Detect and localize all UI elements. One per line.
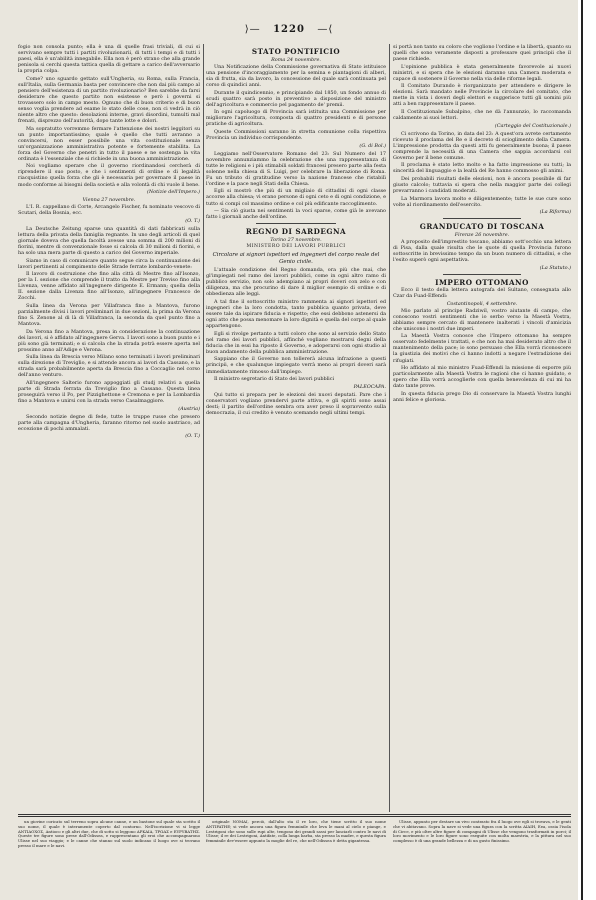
dateline: Torino 27 novembre. xyxy=(270,237,322,244)
paragraph: Secondo notizie degne di fede, tutte le truppe russe che presero parte alla campagna d'Ungheria, faranno ritorno nel suolo austriaco, ad eccezione di pochi ammalati. xyxy=(18,413,200,432)
section-title: REGNO DI SARDEGNA xyxy=(245,227,347,237)
paragraph: Il Costituzionale Subalpino, che ne dà l'annunzio, lo raccomanda caldamente ai suoi lettori. xyxy=(393,108,571,122)
paragraph: La Maestà Vostra conosce che l'Impero ottomano ha sempre osservato fedelmente i trattati, e che non ha mai desiderato altro che il mantenimento della pace; io sono persuaso che Ella vorrà riconoscere la giustizia dei motivi che ci hanno indotti a negare l'estradizione dei rifugiati. xyxy=(393,333,571,364)
footer-paragraph: un giovine coricato sul terreno sopra alcune canne, e un bastone sul quale sta scritto il suo nome, il quale è interamente coperto dal contorno. Nell'iscrizione vi si legge ΑΝΤΙΑΟΧΟΣ, Antioco e gli altri due, che di sotto si leggono ΑΡΚΑΙΑ, ΤΡΩΑΣ e ΕΥΡΥΒΑΤΗΣ. Queste tre figure sono prese dall'Odissea, e rappresentano gli eroi che accompagnarono Ulisse nel suo viaggio; e le canne che stanno sul suolo indicano il luogo ove si trovano presso il mare e le navi. xyxy=(18,820,200,848)
paragraph: Ho affidato al mio ministro Fuad-Effendi la missione di esporre più particolarmente alla Maestà Vostra le ragioni che ci hanno guidato, e spero che Ella vorrà accoglierle con quella benevolenza di cui mi ha dato tante prove. xyxy=(393,365,571,390)
column-divider xyxy=(389,44,390,812)
paragraph: Egli si mostrò che più di un migliaio di cittadini di ogni classe accorse alla chiesa; vi erano persone di ogni ceto e di ogni condizione, e tutto si compì col massimo ordine e col più edificante raccoglimento. xyxy=(206,188,386,207)
dateline: Firenze 26 novembre. xyxy=(454,232,510,239)
section-title: IMPERO OTTOMANO xyxy=(435,278,529,287)
paragraph: — Sia ciò giusta nei sentimenti la voci sparse, come già le avevano fatto i giornali anche dell'ordine. xyxy=(206,208,386,221)
source-signature: PALEOCAPA. xyxy=(353,383,386,390)
section-title: STATO PONTIFICIO xyxy=(251,47,341,56)
paragraph: Queste Commissioni saranno in stretta comunione colla rispettiva Provincia un individuo corrispondente. xyxy=(206,129,386,142)
paragraph: L'opinione pubblica è stata generalmente favorevole ai nuovi ministri, e si spera che le elezioni daranno una Camera moderata e capace di sostenere il Governo nella via delle riforme legali. xyxy=(393,63,571,82)
section-rule xyxy=(443,274,521,275)
paragraph: A proposito dell'imprestito toscano, abbiamo sott'occhio una lettera di Pisa, dalla quale risulta che le quote di quella Provincia furono sottoscritte in brevissimo tempo da un buon numero di cittadini, e che l'esito superò ogni aspettativa. xyxy=(393,239,571,264)
column-divider xyxy=(203,44,204,812)
paragraph: Il proclama è stato letto molto e ha fatto impressione su tutti; la sincerità del linguaggio e la lealtà del Re hanno commosso gli animi. xyxy=(393,162,571,175)
paragraph: Ecco il testo della lettera autografa del Sultano, consegnata allo Czar da Fuad-Effendi: xyxy=(393,287,571,300)
edge-line xyxy=(581,0,583,900)
paragraph: In questa fiducia prego Dio di conservare la Maestà Vostra lunghi anni felice e gloriosa. xyxy=(393,390,571,403)
paragraph: Il Comitato Durando è riorganizzato per attendere e dirigere le elezioni. Sarà mandato nelle Provincie la circolare del comitato, che mette in vista i doveri degli elettori e suggerisce tutti gli uomini più atti a ben rappresentare il paese. xyxy=(393,83,571,108)
section-title: GRANDUCATO DI TOSCANA xyxy=(419,222,545,232)
page-edge xyxy=(578,0,596,900)
paragraph: Sulla linea da Brescia verso Milano sono terminati i lavori preliminari sulla direzione di Treviglio, e si attende ancora ai lavori da Cassano, e la strada sarà probabilmente aperta da Brescia fino a Coccaglio nel corso dell'anno venturo. xyxy=(18,354,200,379)
paragraph: Sulla linea da Verona per Villafranca fino a Mantova, furono parzialmente divisi i lavori preliminari in due sezioni, la prima da Verona fino S. Zenone al di là di Villafranca, la seconda da quel punto fino a Mantova. xyxy=(18,302,200,328)
paragraph: Il lavoro di costruzione che fino alla città di Mestre fino all'Isonzo, per la I. sezione che comprende il tratto da Mestre per Treviso fino alla Livenza, venne affidato all'ingegnere dirigente E. Ermann; quella della II. sezione dalla Livenza fino all'Isonzo, all'ingegnere Francesco de Zocchi. xyxy=(18,271,200,302)
source-signature: (Carteggio del Costituzionale.) xyxy=(494,122,571,129)
paragraph: La Deutsche Zeitung sparse una quantità di dati fabbricati sulla lettura della privata della famiglia regnante. In uno degli articoli di quel giornale doveva che quella facoltà avesse una somma di 200 milioni di fiorini, mentre di convenzionale fosse si calcola di 30 milioni di fiorini, e ha solo una mera parte di questo a carico del Governo imperiale. xyxy=(18,225,200,256)
source-signature: (G. di Bol.) xyxy=(359,142,386,149)
column-1 xyxy=(18,44,200,812)
page-header xyxy=(0,24,578,40)
paragraph: Dei probabili risultati delle elezioni, non è ancora possibile di far giusto calcolo; tuttavia si spera che nella maggior parte dei collegi prevarranno i candidati moderati. xyxy=(393,175,571,195)
paragraph: A tal fine il sottoscritto ministro rammenta ai signori ispettori ed ingegneri che la loro condotta, tanto pubblica quanto privata, deve essere tale da ispirare fiducia e rispetto; che essi debbono astenersi da ogni atto che possa menomare la loro dignità e quella del corpo al quale appartengono. xyxy=(206,299,386,330)
source-signature: (Austria) xyxy=(178,405,200,412)
column-2 xyxy=(206,44,386,812)
footer-rule xyxy=(18,816,571,817)
section-rule xyxy=(443,218,521,219)
ministry-heading: MINISTERO DEI LAVORI PUBBLICI xyxy=(246,244,346,250)
paragraph: Ci scrivono da Torino, in data del 23: A quest'ora avrete certamente ricevuto il proclama del Re e il decreto di scioglimento della Camera. L'impressione prodotta da questi atti fu generalmente buona; il paese comprende la necessità di una Camera che sappia accordarsi col Governo per il bene comune. xyxy=(393,130,571,161)
footer-rule xyxy=(18,814,571,815)
paragraph: Siamo in caso di comunicare quanto segue circa la continuazione dei lavori pertinenti al compimento delle Strade ferrate lombardo-venete: xyxy=(18,257,200,270)
paragraph: Noi vogliamo sperare che il governo riordinandosi cercherà di riprendere il suo posto, e che i sentimenti di ordine e di legalità riacquistino quella forza che gli è necessaria per governare il paese in modo conforme ai bisogni della società e alla volontà di chi vuole il bene. xyxy=(18,163,200,188)
ornament-left: ⟩— xyxy=(244,24,261,35)
source-signature: (La Riforma) xyxy=(539,209,571,216)
column-3 xyxy=(393,44,571,812)
paragraph: Sappiano che il Governo non tollererà alcuna infrazione a questi principii, e che qualunque impiegato verrà meno ai propri doveri sarà immediatamente rimosso dall'impiego. xyxy=(206,356,386,375)
page-number: 1220 xyxy=(273,24,305,35)
source-signature: (O. T.) xyxy=(185,217,200,224)
paragraph: Mio parlato al principe Radziwil, vostro aiutante di campo, che conoscono vostri sentimenti che io serbo verso la Maestà Vostra, abbiamo sempre cercato di mantenere inalterati i vincoli d'amicizia che uniscono i nostri due imperi. xyxy=(393,307,571,332)
paragraph: Egli si rivolge pertanto a tutti coloro che sono al servizio dello Stato nel ramo dei lavori pubblici, affinché vogliano mostrarsi degni della fiducia che in essi ha riposto il Governo, e adoperarsi con ogni studio al buon andamento della pubblica amministrazione. xyxy=(206,330,386,355)
circular-subtitle: Circolare ai signori ispettori ed ingegneri del corpo reale del Genio civile. xyxy=(212,252,380,266)
paragraph: In ogni capoluogo di Provincia sarà istituita una Commissione per migliorare l'agricoltura, composta di quattro presidenti e di persone pratiche di agricoltura. xyxy=(206,109,386,128)
paragraph: Qui tutto si prepara per le elezioni dei nuovi deputati. Pare che i conservatori vogliano prendervi parte attiva, e gli spiriti sono assai desti; il partito dell'ordine sembra ora aver preso il sopravvento sulla democrazia, il cui credito è venuto scemando negli ultimi tempi. xyxy=(206,391,386,416)
footer-column-1 xyxy=(18,820,200,898)
paragraph: L'attuale condizione del Regno domanda, ora più che mai, che gl'impiegati nel ramo dei lavori pubblici, come in ogni altro ramo di pubblico servizio, non solo adempiano ai propri doveri con zelo e con diligenza, ma che procurino di dare il miglior esempio di ordine e di obbedienza alle leggi. xyxy=(206,267,386,298)
paragraph: Una Notificazione della Commissione governativa di Stato istituisce una pensione d'incoraggiamento per la semina e piantagioni di alberi, sia di frutta, sia da lavoro, la concessione del quale sarà continuata pel corso di quindici anni. xyxy=(206,64,386,89)
paragraph: Ma sopratutto vorremmo fermare l'attenzione dei nostri leggitori su un punto importantissimo; quale è quello che tutti avranno a convincersi, non esser possibile una vita costituzionale senza un'organizzazione amministrativa potente e fortemente stabilita. La forza del Governo che penetri in tutto il paese e ne sostenga la vita ordinata è l'essenziale che si richiede in una buona amministrazione. xyxy=(18,125,200,162)
paragraph: L'I. R. cappellano di Corte, Arcangelo Fischer, fu nominato vescovo di Scutari, della Bosnia, ecc. xyxy=(18,204,200,217)
section-rule xyxy=(256,223,336,224)
paragraph: All'ingegnere Salterio furono appoggiati gli studj relativi a quella parte di Strada ferrata da Treviglio fino a Cassano. Questa linea proseguirà verso il Po, per Pizzighettone e Cremona e per la Lombardia fino a Mantova e unirsi con la strada verso Casalmaggiore. xyxy=(18,379,200,405)
paragraph: Leggiamo nell'Osservatore Romano del 23: Sul Numero del 17 novembre annunziammo la celebrazione che una rappresentanza di tutte le religioni e i più stimabili soldati francesi presero parte alla festa solenne nella chiesa di S. Luigi, per celebrare la liberazione di Roma. Fu un tributo di gratitudine verso la nazione francese che ristabilì l'ordine e la pace negli Stati della Chiesa. xyxy=(206,150,386,187)
paragraph: Come? uno sguardo gettato sull'Ungheria, su Roma, sulla Francia, sull'Italia, sulla Germania basta per convincere che non dai più campo al pensiero dell'esistenza di un partito rivoluzionario? Ben sarebbe da farsi desiderare che questo partito non esistesse e però i governi si trovassero solo in campo mesto. Ognuno che di buon criterio e di buon senso voglia prendere ad esame lo stato delle cose, non ci vedrà in ciò niente altro che questo: desolazioni interne, gravi disordini, tumulti mal frenati, disprezzo dell'autorità, dopo tante lotte e dolori. xyxy=(18,75,200,125)
paragraph: si portà non tanto su coloro che vogliono l'ordine e la libertà, quanto su quelli che sono veramente disposti a professare quei principii che il paese richiede. xyxy=(393,44,571,63)
paragraph: Da Verona fino a Mantova, presa in considerazione la continuazione dei lavori, si è affidato all'ingegnere Gerva. I lavori sono a buon punto e i più sono già terminati; e si calcola che la strada potrà essere aperta nel prossimo anno all'Adige e Verona. xyxy=(18,328,200,353)
paragraph: Il ministro segretario di Stato dei lavori pubblici xyxy=(214,376,335,383)
paragraph: Durante il quindicennio, e principiando dal 1850, un fondo annuo di scudi quattro sarà posto in preventivo a disposizione del ministro dell'agricoltura e commercio pel pagamento de' premii. xyxy=(206,89,386,108)
dateline: Costantinopoli, 4 settembre. xyxy=(446,300,518,307)
dateline: Vienna 27 novembre. xyxy=(82,197,136,204)
source-signature: (La Statuto.) xyxy=(539,264,571,271)
ornament-right: —⟨ xyxy=(317,24,334,35)
footer-paragraph: originale NOMAI, perciò, dall'alto sta il re loro, che tiene scritto il suo nome ANTIPATHE; si vede ancora una figura femminile che leva le mani al cielo e piange, e Lestrigoni che sono sulle rupi alte, tengono dei grandi sassi per lanciarli contro le navi di Ulisse; il re dei Lestrigoni, Antifate, colla lunga barba, sta presso la madre, e questa figura femminile dev'essere appunto la moglie del re, che nell'Odissea è detta gigantessa. xyxy=(206,820,386,844)
source-signature: (Notizie dell'Impero.) xyxy=(146,189,200,196)
source-signature: (O. T.) xyxy=(185,433,200,440)
footer-column-3 xyxy=(393,820,571,898)
paragraph: La Marmora lavora molto e diligentemente; tutte le sue cure sono volte al riordinamento dell'esercito. xyxy=(393,195,571,208)
footer-paragraph: Ulisse, appunto per destare un vivo contrasto fra il luogo ove egli si trovava, e le genti che vi abitavano. Sopra la nave si vede una figura con la scritta ΑΙΑΙΗ, Eea, ossia l'isola di Circe, e più oltre altre figure di compagni di Ulisse che vengono trasformati in porci; il loro movimento e le loro figure sono eseguite con molta maestria, e la pittura nel suo complesso è di una grande bellezza e di un gusto finissimo. xyxy=(393,820,571,844)
footer-column-2 xyxy=(206,820,386,898)
dateline: Roma 24 novembre. xyxy=(271,57,321,63)
paragraph: fogio non consola punto; ella è una di quelle frasi triviali, di cui si servivano sempre tutti i partiti rivoluzionarii, di tutti i tempi e di tutti i paesi, ella è un'abilità innegabile. Ella non è però strano che alla grande penisola si cerchi questa tattica quella di gettare a carico dell'avversario la propria colpa. xyxy=(18,44,200,75)
